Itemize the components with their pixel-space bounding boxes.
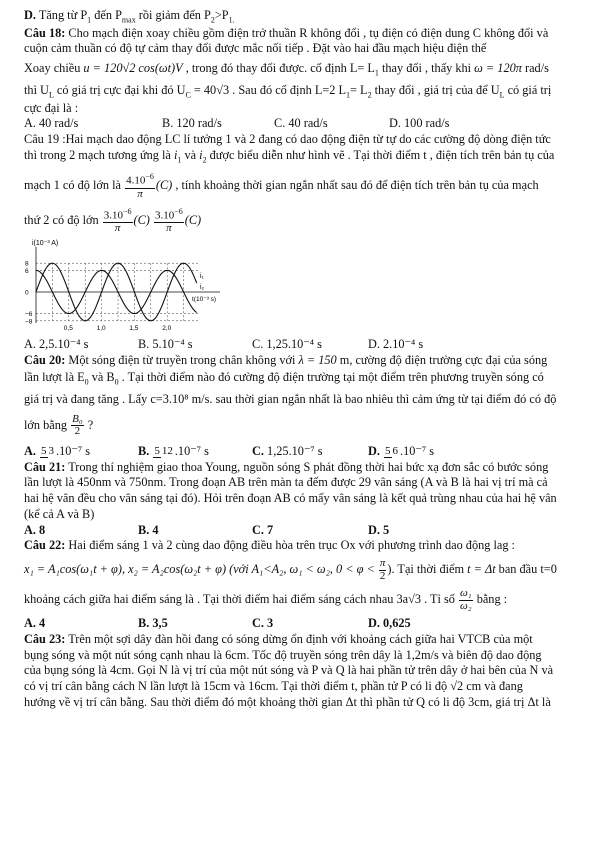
x-tick-label: 0,5	[63, 324, 73, 332]
exam-page	[24, 8, 580, 711]
option-d[interactable]: D. 100 rad/s	[389, 116, 450, 131]
y-ticks	[25, 261, 33, 326]
answer-options	[24, 337, 580, 353]
x-tick-label: 1,5	[129, 324, 139, 332]
y-tick-label: 0	[25, 289, 29, 297]
question-number: Câu 20:	[24, 352, 66, 367]
question-19: Câu 19 :Hai mạch dao động LC lí tưởng 1 và 2 đang có dao động điện từ tự do các cường độ dòng điện tức thì trong 2 mạch tương ứng là $i_1$ và $i_2$ được biểu diễn như hình vẽ . Tại thời điểm t , điện tích trên bản tụ của mạch 1 có độ lớn là $\frac{4.10^{-6}}{\pi}$ (C) , tính khoảng thời gian ngắn nhất sau đó để điện tích trên bản tụ của mạch thứ 2 có độ lớn $\frac{3.10^{-6}}{\pi}$ (C) $\frac{3.10^{-6}}{\pi}$ (C) i(10⁻³ A) 8 6 0 −6 −8 0,5 1,0 1,5 2,0 i₁ i₂ t(10⁻³ s) A. 2,5.10⁻⁴ s B. 5.10⁻⁴ s C. 1,25.10⁻⁴ s D. 2.10⁻⁴ s	[24, 132, 580, 353]
question-number: Câu 18:	[24, 25, 66, 40]
y-tick-label: −8	[25, 318, 33, 326]
x-axis-label: t(10⁻³ s)	[192, 295, 217, 303]
question-20: Câu 20: Một sóng điện từ truyền trong chân không với λ = 150 m, cường độ điện trường cực đại của sóng lần lượt là $E_0$ và $B_0$ . Tại thời điểm nào đó cường độ điện trường tại một điểm trên phương truyền sóng có giá trị và đang tăng . Lấy c=3.10⁸ m/s. sau thời gian ngắn nhất là bao nhiêu thì cảm ứng từ tại điểm đó có độ lớn bằng $\frac{\text{B₀}}{2}$ ? A. 5 3 .10⁻⁷ s B. 5 12 .10⁻⁷ s C. 1,25.10⁻⁷ s D. 5 6 .10⁻⁷ s	[24, 353, 580, 460]
option-a[interactable]: A. 2,5.10⁻⁴ s	[24, 336, 89, 351]
fraction: $\frac{3.10^{-6}}{\pi}$	[154, 207, 183, 235]
option-c[interactable]: C. 7	[252, 522, 274, 537]
question-21: Câu 21: Trong thí nghiệm giao thoa Young, nguồn sóng S phát đồng thời hai bức xạ đơn sắc có bước sóng lần lượt là 450nm và 750nm. Trong đoạn AB trên màn ta đếm được 29 vân sáng (A và B là hai vị trí mà cả hai hệ vân đều cho vân sáng tại đó). Hỏi trên đoạn AB có mấy vân sáng là kết quả trùng nhau của hai hệ vân (kể cả A và B) A. 8 B. 4 C. 7 D. 5	[24, 460, 580, 539]
question-number: Câu 21:	[24, 459, 66, 474]
option-c[interactable]: C. 3	[252, 616, 274, 631]
option-a[interactable]: A. 40 rad/s	[24, 116, 79, 131]
y-tick-label: −6	[25, 311, 33, 319]
fraction: $\frac{\text{B₀}}{2}$	[72, 412, 83, 438]
option-d[interactable]: D. 2.10⁻⁴ s	[368, 336, 424, 351]
fraction: $\frac{3.10^{-6}}{\pi}$	[103, 207, 132, 235]
option-b[interactable]: B. 120 rad/s	[162, 116, 222, 131]
question-number: Câu 19 :	[24, 132, 66, 146]
legend-i1: i₁	[200, 272, 204, 280]
x-tick-label: 1,0	[96, 324, 106, 332]
answer-options	[24, 523, 580, 539]
question-number: Câu 23:	[24, 631, 66, 646]
current-graph	[24, 237, 224, 337]
x-tick-label: 2,0	[162, 324, 172, 332]
question-number: Câu 22:	[24, 538, 66, 553]
y-tick-label: 6	[25, 267, 29, 275]
option-b[interactable]: B. 4	[138, 522, 159, 537]
y-axis-label: i(10⁻³ A)	[32, 239, 59, 247]
answer-options	[24, 616, 580, 632]
option-d[interactable]: D. 5	[368, 522, 390, 537]
option-a[interactable]: A. 8	[24, 522, 46, 537]
option-c[interactable]: C. 40 rad/s	[274, 116, 328, 131]
prev-option-d: D. Tăng từ $P_1$ đến $P_{max}$ rồi giảm đến $P_2>P_{1.}$	[24, 8, 235, 25]
fraction: $\frac{\text{ω₁}}{\text{ω₂}}$	[460, 587, 472, 612]
fraction: $\frac{4.10^{-6}}{\pi}$	[126, 172, 154, 200]
option-a[interactable]: A. 5 3 .10⁻⁷ s	[24, 443, 91, 458]
question-18: Câu 18: Cho mạch điện xoay chiều gồm điện trở thuần R không đổi , tụ điện có điện dung C không đổi và cuộn cảm thuần có độ tự cảm thay đổi được mắc nối tiếp . Đặt vào hai đầu mạch hiệu điện thế Xoay chiều u = 120√2 cos(ωt)V , trong đó thay đổi được. cố định $L= L_1$ thay đổi , thấy khi ω = 120π rad/s thì $U_L$ có giá trị cực đại khi đó $U_C = 40√3$ . Sau đó cố định L=2 $L_1= L_2$ thay đổi , giá trị của để $U_L$ có giá trị cực đại là : A. 40 rad/s B. 120 rad/s C. 40 rad/s D. 100 rad/s	[24, 26, 580, 132]
option-b[interactable]: B. 5.10⁻⁴ s	[138, 336, 193, 351]
question-22: Câu 22: Hai điểm sáng 1 và 2 cùng dao động điều hòa trên trục Ox với phương trình dao động lag : x₁ = A₁cos(ω₁t + φ), x₂ = A₂cos(ω₂t + φ) (với A₁<A₂, ω₁ < ω₂, 0 < φ < $\frac{\pi}{2}$ ). Tại thời điểm t = Δt ban đầu t=0 khoảng cách giữa hai điểm sáng là . Tại thời điểm hai điểm sáng cách nhau 3a√3 . Tỉ số $\frac{\text{ω₁}}{\text{ω₂}}$ bằng : A. 4 B. 3,5 C. 3 D. 0,625	[24, 538, 580, 632]
option-c[interactable]: C. 1,25.10⁻⁷ s	[252, 443, 323, 458]
option-b[interactable]: B. 3,5	[138, 616, 168, 631]
y-tick-label: 8	[25, 260, 29, 268]
fraction: $\frac{\pi}{2}$	[379, 557, 386, 582]
option-d[interactable]: D. 5 6 .10⁻⁷ s	[368, 443, 435, 458]
legend-i2: i₂	[200, 283, 205, 291]
option-a[interactable]: A. 4	[24, 616, 46, 631]
option-c[interactable]: C. 1,25.10⁻⁴ s	[252, 336, 322, 351]
question-23: Câu 23: Trên một sợi dây đàn hồi đang có sóng dừng ổn định với khoảng cách giữa hai VTCB của một bụng sóng và một nút sóng cạnh nhau là 6cm. Tốc độ truyền sóng trên dây là 1,2m/s và biên độ dao động của bụng sóng là 4cm. Gọi N là vị trí của một nút sóng và P và Q là hai phần tử trên dây ở hai bên của N và có vị trí cân bằng cách N lần lượt là 15cm và 16cm. Tại thời điểm t, phần tử P có li độ √2 cm và đang hướng về vị trí cân bằng. Sau thời điểm đó một khoảng thời gian Δt thì phần tử Q có li độ 3cm, giá trị Δt là	[24, 631, 554, 709]
answer-options	[24, 444, 580, 460]
option-b[interactable]: B. 5 12 .10⁻⁷ s	[138, 443, 209, 458]
x-ticks	[64, 325, 172, 332]
option-d[interactable]: D. 0,625	[368, 616, 411, 631]
answer-options	[24, 116, 580, 132]
